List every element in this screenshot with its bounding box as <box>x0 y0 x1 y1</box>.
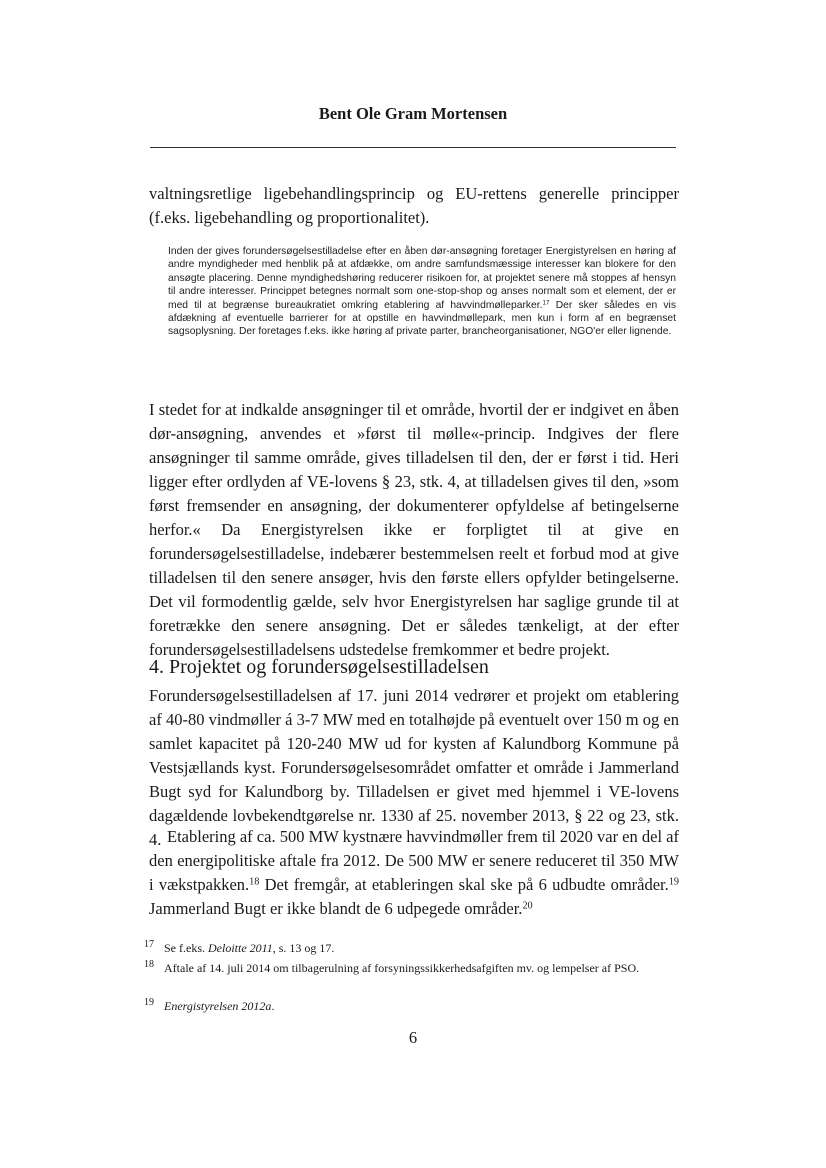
footnote-text-prefix: Aftale af 14. juli 2014 om tilbagerulning af forsyningssikkerhedsafgiften mv. og lempelser af PSO. <box>164 961 640 975</box>
footnote-ref-17: 17 <box>542 299 550 307</box>
footnote-citation: Energistyrelsen 2012a <box>164 999 272 1013</box>
footnote-number: 18 <box>144 959 154 970</box>
footnote <box>144 960 678 977</box>
paragraph-3-text-1: Etablering af ca. 500 MW kystnære havvindmøller frem til 2020 var en del af den energipolitiske aftale fra 2012. De 500 MW er senere reduceret til 350 MW i vækstpakken. <box>149 827 679 894</box>
running-header-author: Bent Ole Gram Mortensen <box>318 104 508 123</box>
footnote <box>144 998 678 1015</box>
header-rule <box>150 147 676 148</box>
block-quote <box>168 245 676 339</box>
page-number: 6 <box>408 1028 418 1047</box>
footnote-ref-20: 20 <box>522 900 533 912</box>
footnote-text <box>164 940 678 957</box>
footnote-ref-19: 19 <box>668 876 679 888</box>
footnote-citation: Deloitte 2011 <box>208 941 273 955</box>
paragraph-3-text-3: Jammerland Bugt er ikke blandt de 6 udpegede områder. <box>149 899 523 918</box>
section-heading: 4. Projektet og forundersøgelsestilladelsen <box>149 656 489 678</box>
footnote-text <box>164 960 678 977</box>
quote-text-1: Inden der gives forundersøgelsestilladelse efter en åben dør-ansøgning foretager Energistyrelsen en høring af andre myndigheder med henblik på at afdække, om andre samfundsmæssige interesser kan blokere for den ansøgte placering. Denne myndighedshøring reducerer risikoen for, at projektet senere må stoppes af hensyn til andre interesser. Princippet betegnes normalt som one-stop-shop og anses normalt som et element, der er med til at begrænse bureaukratiet omkring etablering af havvindmølleparker. <box>168 246 676 311</box>
footnote-ref-18: 18 <box>249 876 260 888</box>
footnote-number: 19 <box>144 997 154 1008</box>
footnote <box>144 940 678 957</box>
footnote-text-suffix: , s. 13 og 17. <box>272 941 335 955</box>
footnote-text-suffix: . <box>271 999 275 1013</box>
footnote-text-prefix: Se f.eks. <box>164 941 208 955</box>
quote-text-2: Der sker således en vis afdækning af eventuelle barrierer for at opstille en havvindmøllepark, men kun i form af en begrænset sagsoplysning. Der foretages f.eks. ikke høring af private parter, brancheorganisationer, NGO'er eller lignende. <box>168 299 676 338</box>
footnote-text <box>164 998 678 1015</box>
intro-paragraph: valtningsretlige ligebehandlingsprincip og EU-rettens generelle principper (f.eks. ligebehandling og proportionalitet). <box>149 184 679 227</box>
body-paragraph-1: I stedet for at indkalde ansøgninger til et område, hvortil der er indgivet en åben dør-ansøgning, anvendes et »først til mølle«-princip. Indgives der flere ansøgninger til samme område, gives tilladelsen til den, der er først i tid. Heri ligger efter ordlyden af VE-lovens § 23, stk. 4, at tilladelsen gives til den, »som først fremsender en ansøgning, der dokumenterer opfyldelse af betingelserne herfor.« Da Energistyrelsen ikke er forpligtet til at give en forundersøgelsestilladelse, indebærer bestemmelsen reelt et forbud mod at give tilladelsen til den senere ansøger, hvis den første ellers opfylder betingelserne. Det vil formodentlig gælde, selv hvor Energistyrelsen har saglige grunde til at foretrække den senere ansøgning. Det er således tænkeligt, at der efter forundersøgelsestilladelsens udstedelse fremkommer et bedre projekt. <box>149 400 679 659</box>
paragraph-3-text-2: Det fremgår, at etableringen skal ske på 6 udbudte områder. <box>259 875 669 894</box>
body-paragraph-2: Forundersøgelsestilladelsen af 17. juni 2014 vedrører et projekt om etablering af 40-80 vindmøller á 3-7 MW med en totalhøjde på eventuelt over 150 m og en samlet kapacitet på 120-240 MW ud for kysten af Kalundborg Kommune på Vestsjællands kyst. Forundersøgelsesområdet omfatter et område i Jammerland Bugt syd for Kalundborg by. Tilladelsen er givet med hjemmel i VE-lovens dagældende lovbekendtgørelse nr. 1330 af 25. november 2013, § 22 og 23, stk. 4. <box>149 686 679 849</box>
footnote-number: 17 <box>144 939 154 950</box>
body-paragraph-3 <box>149 825 679 921</box>
